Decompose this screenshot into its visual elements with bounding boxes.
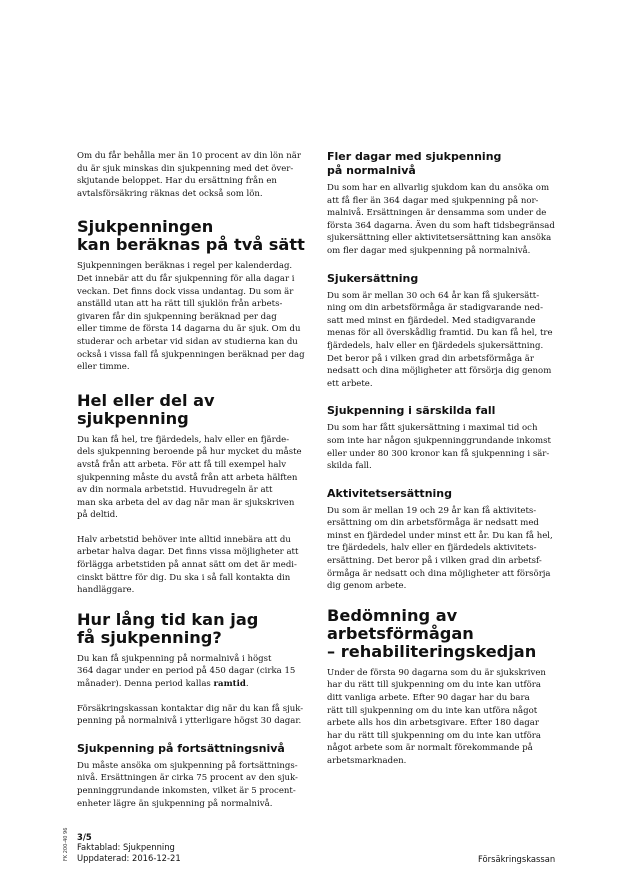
heading-continuation-level: Sjukpenning på fortsättningsnivå	[77, 741, 285, 755]
calculation-paragraph: Sjukpenningen beräknas i regel per kalenderdag. Det innebär att du får sjukpenning för alla dagar i veckan. Det finns dock vissa undantag. Du som är anställd utan att ha rätt till sjuklön från arbets- givaren får din sjukpenning beräknad per dag eller timme de första 14 dagarna du är sjuk. Om du studerar och arbetar vid sidan av studierna kan du också i vissa fall få sjukpenningen beräknad per dag eller timme.	[77, 261, 305, 373]
sickness-compensation-paragraph: Du som är mellan 30 och 64 år kan få sjukersätt- ning om din arbetsförmåga är stadigvarande ned- satt med minst en fjärdedel. Med stadigvarande menas för all överskådlig framtid. Du kan få hel, tre fjärdedels, halv eller en fjärdedels sjukersättning. Det beror på i vilken grad din arbetsförmåga är nedsatt och dina möjligheter att försörja dig genom ett arbete.	[327, 290, 553, 389]
heading-more-days: Fler dagar med sjukpenning på normalnivå	[327, 150, 502, 177]
special-cases-paragraph: Du som har fått sjukersättning i maximal tid och som inte har någon sjukpenninggrundande inkomst eller under 80 300 kronor kan få sjukpenning i sär- skilda fall.	[327, 423, 551, 472]
heading-sickness-compensation: Sjukersättning	[327, 271, 419, 285]
heading-rehabilitation-chain: Bedömning av arbetsförmågan – rehabiliteringskedjan	[327, 605, 537, 661]
partial-paragraph-2: Halv arbetstid behöver inte alltid innebära att du arbetar halva dagar. Det finns vissa möjligheter att förlägga arbetstiden på annat sätt om det är medi- cinskt bättre för dig. Du ska i så fall kontakta din handläggare.	[77, 534, 299, 596]
more-days-paragraph: Du som har en allvarlig sjukdom kan du ansöka om att få fler än 364 dagar med sjukpenning på nor- malnivå. Ersättningen är densamma som under de första 364 dagarna. Även du som haft tidsbegränsad sjukersättning eller aktivitetsersättning kan ansöka om fler dagar med sjukpenning på normalnivå.	[327, 183, 555, 256]
duration-paragraph-2: Försäkringskassan kontaktar dig när du kan få sjuk- penning på normalnivå i ytterligare högst 30 dagar.	[77, 703, 304, 727]
duration-text: Du kan få sjukpenning på normalnivå i högst 364 dagar under en period på 450 dagar (cirka 15 månader). Denna period kallas	[77, 653, 296, 690]
page-number: 3/5	[77, 832, 92, 842]
footer-info	[77, 832, 181, 863]
ramtid-term: ramtid	[213, 679, 246, 690]
rehabilitation-paragraph: Under de första 90 dagarna som du är sjukskriven har du rätt till sjukpenning om du inte kan utföra ditt vanliga arbete. Efter 90 dagar har du bara rätt till sjukpenning om du inte kan utföra något arbete alls hos din arbetsgivare. Efter 180 dagar har du rätt till sjukpenning om du inte kan utföra något arbete som är normalt förekommande på arbetsmarknaden.	[327, 667, 546, 766]
updated-date: Uppdaterad: 2016-12-21	[77, 852, 181, 863]
left-column	[77, 150, 305, 810]
continuation-paragraph: Du måste ansöka om sjukpenning på fortsättnings- nivå. Ersättningen är cirka 75 procent av den sjuk- penninggrundande inkomsten, vilket är 5 procent- enheter lägre än sjukpenning på normalnivå.	[77, 760, 298, 809]
form-code: FK 200-40 96	[63, 827, 69, 861]
partial-paragraph-1: Du kan få hel, tre fjärdedels, halv eller en fjärde- dels sjukpenning beroende på hur mycket du måste avstå från att arbeta. För att få till exempel halv sjukpenning måste du avstå från att arbeta hälften av din normala arbetstid. Huvudregeln är att man ska arbeta del av dag när man är sjukskriven på deltid.	[77, 434, 302, 521]
heading-activity-compensation: Aktivitetsersättning	[327, 486, 453, 500]
heading-full-or-partial: Hel eller del av sjukpenning	[77, 390, 215, 428]
heading-calculation: Sjukpenningen kan beräknas på två sätt	[77, 217, 305, 255]
intro-paragraph: Om du får behålla mer än 10 procent av din lön när du är sjuk minskas din sjukpenning med det över- skjutande beloppet. Har du ersättning från en avtalsförsäkring räknas det också som lön.	[77, 151, 301, 199]
activity-compensation-paragraph: Du som är mellan 19 och 29 år kan få aktivitets- ersättning om din arbetsförmåga är nedsatt med minst en fjärdedel under minst ett år. Du kan få hel, tre fjärdedels, halv eller en fjärdedels aktivitets- ersättning. Det beror på i vilken grad din arbetsf- örmåga är nedsatt och dina möjligheter att försörja dig genom arbete.	[327, 505, 553, 592]
heading-how-long: Hur lång tid kan jag få sjukpenning?	[77, 609, 259, 647]
right-column	[327, 150, 555, 768]
document-title: Faktablad: Sjukpenning	[77, 842, 175, 853]
duration-paragraph-1: Du kan få sjukpenning på normalnivå i högst 364 dagar under en period på 450 dagar (cirka 15 månader). Denna period kallas ramtid.	[77, 653, 296, 690]
publisher-name: Försäkringskassan	[478, 854, 556, 864]
heading-special-cases: Sjukpenning i särskilda fall	[327, 404, 496, 418]
